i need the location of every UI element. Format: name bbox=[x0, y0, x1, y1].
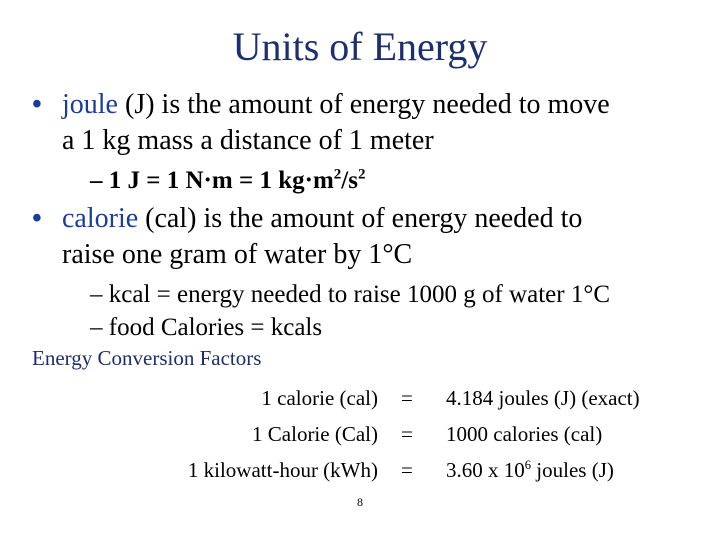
joule-definition: – 1 J = 1 N·m = 1 $kg\cdot m^2/s^2$ bbox=[90, 166, 366, 194]
equals-sign: = bbox=[401, 422, 413, 446]
bullet-text: (J) is the amount of energy needed to move bbox=[118, 89, 610, 120]
conversion-row bbox=[0, 452, 720, 488]
slide-title: Units of Energy bbox=[232, 24, 488, 69]
equals-sign: = bbox=[401, 458, 413, 482]
conversion-right: 3.60 x $10^6$ joules (J) bbox=[446, 458, 614, 482]
kcal-definition: – kcal = energy needed to raise 1000 g of water 1°C bbox=[90, 281, 610, 308]
conversion-right: 4.184 joules (J) (exact) bbox=[446, 386, 640, 410]
conversion-row bbox=[0, 380, 720, 416]
conversion-left: 1 calorie (cal) bbox=[261, 386, 378, 410]
bullet-icon: • bbox=[32, 89, 42, 120]
conversion-left: 1 Calorie (Cal) bbox=[252, 422, 378, 446]
term-joule: joule bbox=[62, 89, 118, 120]
page-number: 8 bbox=[357, 495, 363, 509]
section-heading: Energy Conversion Factors bbox=[32, 346, 262, 370]
conversion-left: 1 kilowatt-hour (kWh) bbox=[187, 458, 378, 482]
conversion-row bbox=[0, 416, 720, 452]
bullet-joule bbox=[32, 88, 712, 158]
bullet-calorie bbox=[32, 202, 712, 272]
bullet-text-line2: raise one gram of water by 1°C bbox=[62, 239, 413, 270]
term-calorie: calorie bbox=[62, 203, 139, 234]
bullet-text-line2: a 1 kg mass a distance of 1 meter bbox=[62, 125, 434, 156]
conversion-right: 1000 calories (cal) bbox=[446, 422, 603, 446]
food-calories-note: – food Calories = kcals bbox=[90, 314, 323, 341]
bullet-text: (cal) is the amount of energy needed to bbox=[138, 203, 583, 234]
equals-sign: = bbox=[401, 386, 413, 410]
bullet-icon: • bbox=[32, 203, 42, 234]
